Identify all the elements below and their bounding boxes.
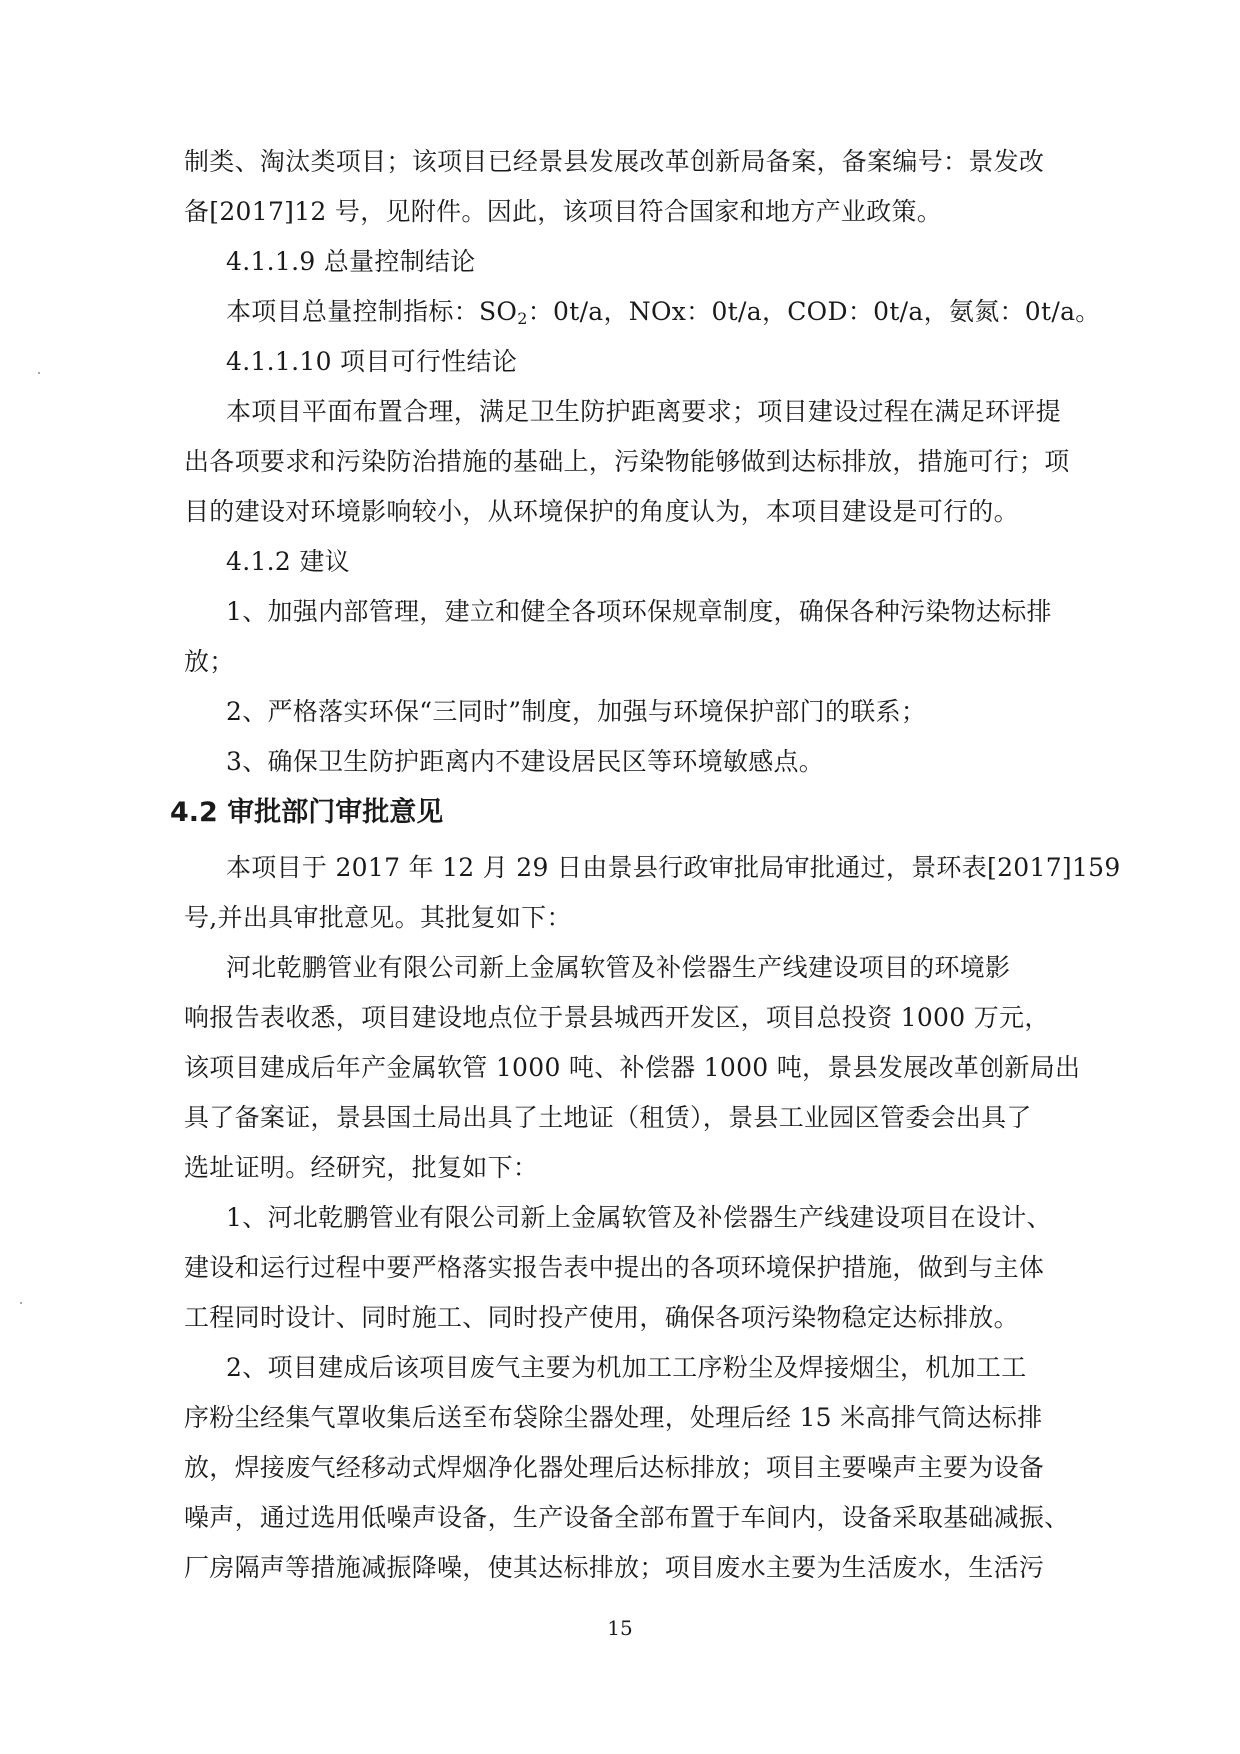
paragraph-line: 本项目平面布置合理，满足卫生防护距离要求；项目建设过程在满足环评提 (226, 397, 1061, 426)
list-item-continuation: 噪声，通过选用低噪声设备，生产设备全部布置于车间内，设备采取基础减振、 (184, 1503, 1070, 1532)
list-item-continuation: 序粉尘经集气罩收集后送至布袋除尘器处理，处理后经 15 米高排气筒达标排 (184, 1403, 1043, 1432)
list-item: 1、加强内部管理，建立和健全各项环保规章制度，确保各种污染物达标排 (226, 597, 1052, 626)
list-item-continuation: 工程同时设计、同时施工、同时投产使用，确保各项污染物稳定达标排放。 (184, 1303, 1019, 1332)
section-number-heading: 4.1.1.9 总量控制结论 (226, 247, 476, 276)
scan-speck (38, 372, 40, 374)
paragraph-line: 制类、淘汰类项目；该项目已经景县发展改革创新局备案，备案编号：景发改 (184, 147, 1045, 176)
list-item-continuation: 放，焊接废气经移动式焊烟净化器处理后达标排放；项目主要噪声主要为设备 (184, 1453, 1045, 1482)
list-item: 2、项目建成后该项目废气主要为机加工工序粉尘及焊接烟尘，机加工工 (226, 1353, 1027, 1382)
list-item: 1、河北乾鹏管业有限公司新上金属软管及补偿器生产线建设项目在设计、 (226, 1203, 1052, 1232)
paragraph-line: 河北乾鹏管业有限公司新上金属软管及补偿器生产线建设项目的环境影 (226, 953, 1011, 982)
paragraph-line: 备[2017]12 号，见附件。因此，该项目符合国家和地方产业政策。 (184, 197, 943, 226)
text-run: ：0t/a，NOx：0t/a，COD：0t/a，氨氮：0t/a。 (527, 297, 1101, 326)
page-number: 15 (607, 1616, 633, 1640)
list-item-continuation: 建设和运行过程中要严格落实报告表中提出的各项环境保护措施，做到与主体 (184, 1253, 1045, 1282)
section-number-heading: 4.1.1.10 项目可行性结论 (226, 347, 518, 376)
paragraph-line: 本项目于 2017 年 12 月 29 日由景县行政审批局审批通过，景环表[2017]159 (226, 853, 1121, 882)
paragraph-line (226, 296, 1101, 335)
paragraph-line: 选址证明。经研究，批复如下： (184, 1153, 539, 1182)
subscript: 2 (517, 309, 528, 328)
paragraph-line: 号,并出具审批意见。其批复如下： (184, 903, 572, 932)
list-item-continuation: 放； (184, 647, 235, 676)
paragraph-line: 出各项要求和污染防治措施的基础上，污染物能够做到达标排放，措施可行；项 (184, 447, 1070, 476)
paragraph-line: 目的建设对环境影响较小，从环境保护的角度认为，本项目建设是可行的。 (184, 497, 1019, 526)
list-item: 2、严格落实环保“三同时”制度，加强与环境保护部门的联系； (226, 697, 927, 726)
paragraph-line: 该项目建成后年产金属软管 1000 吨、补偿器 1000 吨，景县发展改革创新局出 (184, 1053, 1081, 1082)
text-run: 本项目总量控制指标：SO (226, 297, 518, 326)
section-heading: 4.2 审批部门审批意见 (170, 797, 444, 828)
paragraph-line: 响报告表收悉，项目建设地点位于景县城西开发区，项目总投资 1000 万元， (184, 1003, 1050, 1032)
list-item-continuation: 厂房隔声等措施减振降噪，使其达标排放；项目废水主要为生活废水，生活污 (184, 1553, 1045, 1582)
list-item: 3、确保卫生防护距离内不建设居民区等环境敏感点。 (226, 747, 825, 776)
paragraph-line: 具了备案证，景县国土局出具了土地证（租赁），景县工业园区管委会出具了 (184, 1103, 1032, 1132)
scan-speck (20, 1302, 22, 1304)
section-number-heading: 4.1.2 建议 (226, 547, 350, 576)
